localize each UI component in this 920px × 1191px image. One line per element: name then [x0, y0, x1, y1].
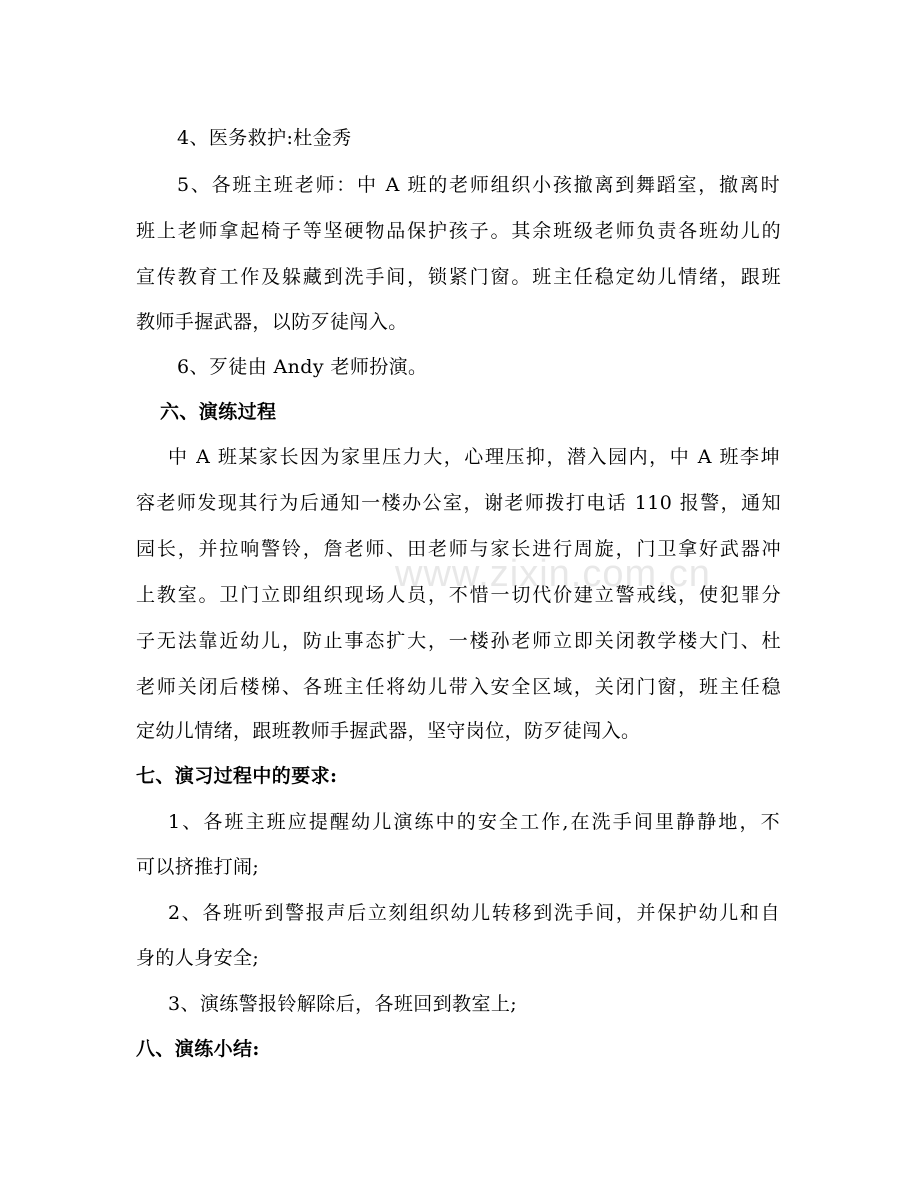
watermark: www.zixin.com.cn — [395, 553, 711, 595]
section7-item2-line1: 2、各班听到警报声后立刻组织幼儿转移到洗手间，并保护幼儿和自 — [168, 902, 780, 924]
section7-item3: 3、演练警报铃解除后，各班回到教室上; — [168, 993, 518, 1015]
section6-heading: 六、演练过程 — [160, 401, 277, 423]
section6-paragraph-line2: 容老师发现其行为后通知一楼办公室，谢老师拨打电话 110 报警，通知 — [136, 492, 781, 514]
section7-item1-line2: 可以挤推打闹; — [136, 856, 260, 878]
section8-heading: 八、演练小结: — [136, 1038, 260, 1060]
section7-item1-line1: 1、各班主班应提醒幼儿演练中的安全工作,在洗手间里静静地，不 — [168, 811, 780, 833]
section6-paragraph-line4: 上教室。卫门立即组织现场人员，不惜一切代价建立警戒线，使犯罪分 — [136, 584, 781, 606]
section6-paragraph-line6: 老师关闭后楼梯、各班主任将幼儿带入安全区域，关闭门窗，班主任稳 — [136, 676, 781, 698]
section7-item2-line2: 身的人身安全; — [136, 947, 260, 969]
section6-paragraph-line5: 子无法靠近幼儿，防止事态扩大，一楼孙老师立即关闭教学楼大门、杜 — [136, 630, 781, 652]
section5-item4: 4、医务救护:杜金秀 — [177, 127, 352, 149]
section7-heading: 七、演习过程中的要求: — [136, 765, 338, 787]
section5-item6: 6、歹徒由 Andy 老师扮演。 — [177, 356, 428, 378]
section5-item5-line1: 5、各班主班老师：中 A 班的老师组织小孩撤离到舞蹈室，撤离时 — [177, 174, 780, 196]
section5-item5-line2: 班上老师拿起椅子等坚硬物品保护孩子。其余班级老师负责各班幼儿的 — [136, 220, 781, 242]
section5-item5-line4: 教师手握武器，以防歹徒闯入。 — [136, 311, 408, 333]
section6-paragraph-line1: 中 A 班某家长因为家里压力大，心理压抑，潜入园内，中 A 班李坤 — [168, 446, 780, 468]
section6-paragraph-line7: 定幼儿情绪，跟班教师手握武器，坚守岗位，防歹徒闯入。 — [136, 720, 641, 742]
section6-paragraph-line3: 园长，并拉响警铃，詹老师、田老师与家长进行周旋，门卫拿好武器冲 — [136, 538, 781, 560]
section5-item5-line3: 宣传教育工作及躲藏到洗手间，锁紧门窗。班主任稳定幼儿情绪，跟班 — [136, 266, 781, 288]
